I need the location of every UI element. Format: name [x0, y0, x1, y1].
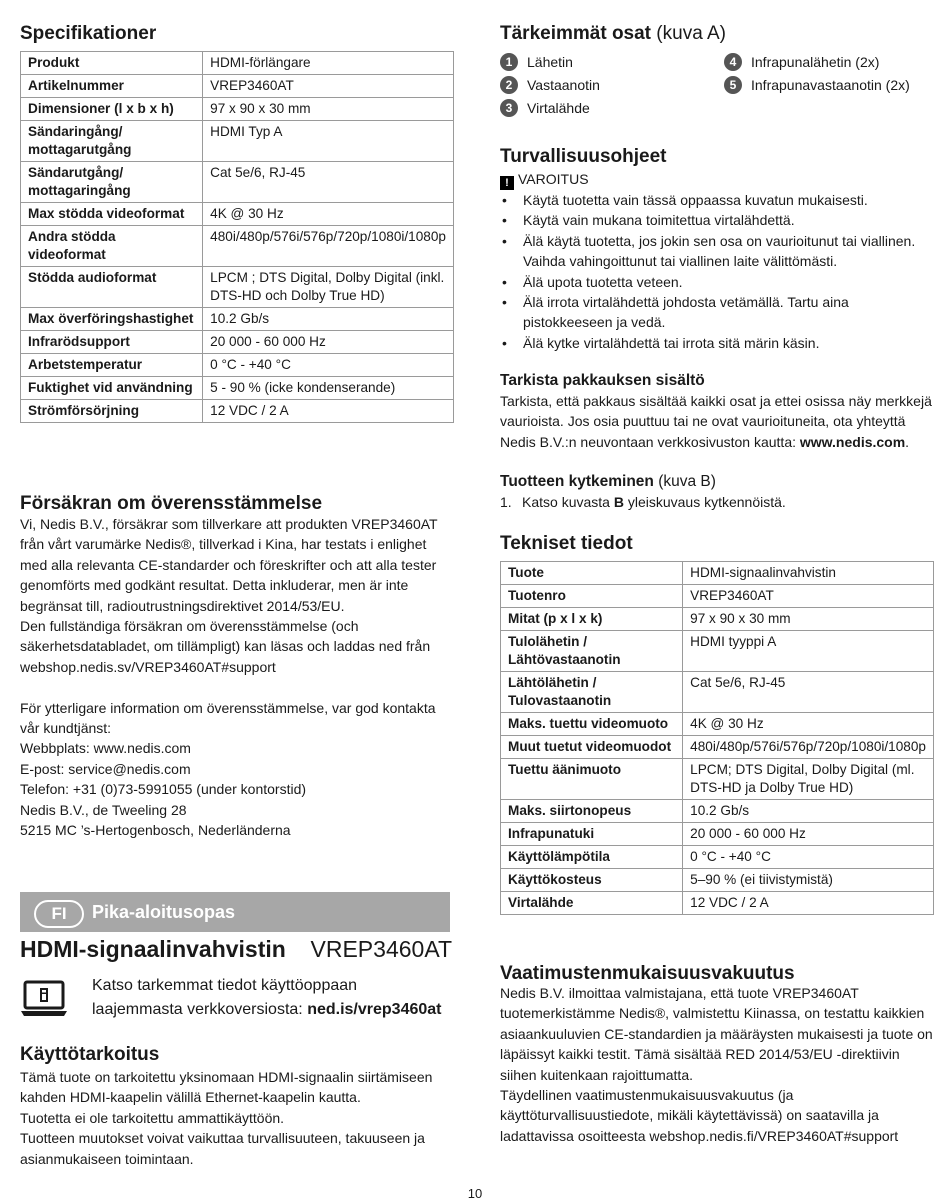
tech-table-key: Tuettu äänimuoto	[501, 759, 683, 800]
usage-line: Tuotetta ei ole tarkoitettu ammattikäyttöön.	[20, 1109, 285, 1126]
spec-table-key: Max överföringshastighet	[21, 308, 203, 331]
tech-table-row	[501, 672, 934, 713]
tech-table-row	[501, 713, 934, 736]
declaration-fi-p2: Täydellinen vaatimustenmukaisuusvakuutus (ja käyttöturvallisuustiedote, mikäli käytettävissä) on saatavilla ja ladattavissa osoitteesta webshop.nedis.fi/VREP3460AT#support	[500, 1087, 899, 1144]
parts-list	[500, 52, 934, 120]
tech-table-key: Mitat (p x l x k)	[501, 608, 683, 631]
spec-table-key: Arbetstemperatur	[21, 354, 203, 377]
usage-heading: Käyttötarkoitus	[20, 1044, 160, 1065]
product-title	[20, 934, 452, 964]
safety-item: • Älä kytke virtalähdettä tai irrota sitä märin käsin.	[500, 333, 934, 353]
manual-reference	[20, 974, 452, 1024]
part-item	[500, 75, 600, 95]
declaration-fi-heading: Vaatimustenmukaisuusvakuutus	[500, 963, 795, 984]
usage-text	[20, 1067, 454, 1169]
spec-table-row	[21, 203, 454, 226]
tech-table-value: 97 x 90 x 30 mm	[683, 608, 934, 631]
spec-table-row	[21, 121, 454, 162]
connect-section	[500, 472, 934, 512]
contact-line: Webbplats: www.nedis.com	[20, 740, 191, 757]
tech-table-key: Tuotenro	[501, 585, 683, 608]
parts-heading: Tärkeimmät osat (kuva A)	[500, 23, 726, 44]
spec-table-key: Produkt	[21, 52, 203, 75]
tech-table-key: Lähtölähetin / Tulovastaanotin	[501, 672, 683, 713]
tech-table-value: 12 VDC / 2 A	[683, 892, 934, 915]
spec-table-value: 0 °C - +40 °C	[203, 354, 454, 377]
spec-table-value: 10.2 Gb/s	[203, 308, 454, 331]
product-name: HDMI-signaalinvahvistin	[20, 936, 286, 962]
spec-table-row	[21, 52, 454, 75]
tech-table-value: Cat 5e/6, RJ-45	[683, 672, 934, 713]
tech-table-key: Virtalähde	[501, 892, 683, 915]
part-label: Infrapunavastaanotin (2x)	[751, 77, 910, 93]
package-section	[500, 371, 934, 452]
tech-table-row	[501, 846, 934, 869]
tech-table-row	[501, 800, 934, 823]
spec-table-row	[21, 75, 454, 98]
tech-table-row	[501, 608, 934, 631]
spec-table-row	[21, 354, 454, 377]
spec-table-value: 20 000 - 60 000 Hz	[203, 331, 454, 354]
safety-item: • Älä upota tuotetta veteen.	[500, 272, 934, 292]
tech-table-value: 4K @ 30 Hz	[683, 713, 934, 736]
declaration-fi-p1: Nedis B.V. ilmoittaa valmistajana, että tuote VREP3460AT tuotemerkistämme Nedis®, valmistettu Kiinassa, on testattu kaikkien asiaankuuluvien CE-standardien ja määräysten mukaisesti ja tuote on läpäissyt kaikki testit. Tämä sisältää RED 2014/53/EU -direktiivin siihen kuitenkaan rajoittumatta.	[500, 985, 933, 1083]
tech-table-value: 20 000 - 60 000 Hz	[683, 823, 934, 846]
part-label: Lähetin	[527, 54, 573, 70]
spec-table-value: 480i/480p/576i/576p/720p/1080i/1080p	[203, 226, 454, 267]
spec-table-row	[21, 226, 454, 267]
contact-line: E-post: service@nedis.com	[20, 760, 191, 777]
tech-table-value: 480i/480p/576i/576p/720p/1080i/1080p	[683, 736, 934, 759]
safety-item: • Älä käytä tuotetta, jos jokin sen osa on vaurioitunut tai viallinen. Vaihda vahingoittunut tai viallinen laite välittömästi.	[500, 231, 934, 272]
tech-table-row	[501, 759, 934, 800]
banner-title: Pika-aloitusopas	[92, 902, 236, 922]
safety-item: • Älä irrota virtalähdettä johdosta vetämällä. Tartu aina pistokkeeseen ja vedä.	[500, 292, 934, 333]
spec-table-key: Dimensioner (l x b x h)	[21, 98, 203, 121]
tech-table-key: Infrapunatuki	[501, 823, 683, 846]
spec-table-value: HDMI Typ A	[203, 121, 454, 162]
tech-table-row	[501, 736, 934, 759]
spec-table-key: Andra stödda videoformat	[21, 226, 203, 267]
tech-table-value: HDMI-signaalinvahvistin	[683, 562, 934, 585]
spec-table-key: Infrarödsupport	[21, 331, 203, 354]
tech-table-row	[501, 823, 934, 846]
manual-link[interactable]: ned.is/vrep3460at	[307, 1001, 442, 1018]
safety-section	[500, 145, 934, 353]
tech-table	[500, 561, 934, 915]
tech-table-key: Käyttökosteus	[501, 869, 683, 892]
spec-table	[20, 51, 454, 423]
tech-table-value: LPCM; DTS Digital, Dolby Digital (ml. DTS-HD ja Dolby True HD)	[683, 759, 934, 800]
tech-table-key: Käyttölämpötila	[501, 846, 683, 869]
spec-table-row	[21, 331, 454, 354]
tech-table-value: HDMI tyyppi A	[683, 631, 934, 672]
safety-heading: Turvallisuusohjeet	[500, 146, 667, 167]
part-label: Vastaanotin	[527, 77, 600, 93]
spec-table-row	[21, 308, 454, 331]
spec-table-value: VREP3460AT	[203, 75, 454, 98]
laptop-manual-icon	[20, 980, 68, 1018]
warning-line	[500, 169, 934, 190]
usage-section	[20, 1043, 454, 1169]
part-number-badge: 1	[500, 53, 518, 71]
warning-icon: !	[500, 176, 514, 190]
spec-table-key: Sändarutgång/ mottagaringång	[21, 162, 203, 203]
contact-line: Telefon: +31 (0)73-5991055 (under kontorstid)	[20, 781, 307, 798]
spec-table-row	[21, 400, 454, 423]
tech-heading: Tekniset tiedot	[500, 533, 633, 554]
connect-step: 1. Katso kuvasta B yleiskuvaus kytkennöistä.	[500, 494, 786, 510]
tech-table-key: Maks. siirtonopeus	[501, 800, 683, 823]
package-heading: Tarkista pakkauksen sisältö	[500, 372, 705, 389]
usage-line: Tuotteen muutokset voivat vaikuttaa turvallisuuteen, takuuseen ja asianmukaiseen toimintaan.	[20, 1130, 425, 1167]
spec-table-key: Max stödda videoformat	[21, 203, 203, 226]
tech-table-key: Muut tuetut videomuodot	[501, 736, 683, 759]
manual-line2: laajemmasta verkkoversiosta:	[92, 1001, 308, 1018]
spec-table-row	[21, 377, 454, 400]
spec-table-row	[21, 267, 454, 308]
declaration-sv-p3: För ytterligare information om överensstämmelse, var god kontakta vår kundtjänst:	[20, 699, 436, 737]
manual-line1: Katso tarkemmat tiedot käyttöoppaan	[92, 977, 358, 994]
declaration-sv-p2: Den fullständiga försäkran om överensstämmelse (och säkerhetsdatabladet, om tillämpligt) kan läsas och laddas ned från webshop.nedis.sv/VREP3460AT#support	[20, 618, 431, 675]
warning-label: VAROITUS	[518, 171, 589, 187]
spec-table-row	[21, 98, 454, 121]
contact-line: 5215 MC ’s-Hertogenbosch, Nederländerna	[20, 822, 291, 839]
tech-table-key: Maks. tuettu videomuoto	[501, 713, 683, 736]
part-item	[500, 52, 573, 72]
language-badge: FI	[34, 900, 84, 928]
spec-table-key: Stödda audioformat	[21, 267, 203, 308]
spec-table-key: Sändaringång/ mottagarutgång	[21, 121, 203, 162]
spec-table-value: LPCM ; DTS Digital, Dolby Digital (inkl. DTS-HD och Dolby True HD)	[203, 267, 454, 308]
tech-table-row	[501, 892, 934, 915]
fi-banner	[20, 892, 450, 932]
tech-table-value: 10.2 Gb/s	[683, 800, 934, 823]
part-item	[724, 52, 879, 72]
spec-table-key: Strömförsörjning	[21, 400, 203, 423]
tech-table-key: Tuote	[501, 562, 683, 585]
part-number-badge: 5	[724, 76, 742, 94]
part-number-badge: 3	[500, 99, 518, 117]
spec-table-row	[21, 162, 454, 203]
spec-table-key: Artikelnummer	[21, 75, 203, 98]
contact-list	[20, 738, 454, 840]
spec-table-key: Fuktighet vid användning	[21, 377, 203, 400]
tech-table-key: Tulolähetin / Lähtövastaanotin	[501, 631, 683, 672]
tech-table-value: VREP3460AT	[683, 585, 934, 608]
tech-table-value: 5–90 % (ei tiivistymistä)	[683, 869, 934, 892]
declaration-sv-body	[20, 514, 454, 840]
part-item	[724, 75, 910, 95]
safety-item: • Käytä tuotetta vain tässä oppaassa kuvatun mukaisesti.	[500, 190, 934, 210]
spec-table-value: 4K @ 30 Hz	[203, 203, 454, 226]
manual-text	[92, 974, 441, 1022]
spec-table-value: HDMI-förlängare	[203, 52, 454, 75]
usage-line: Tämä tuote on tarkoitettu yksinomaan HDMI-signaalin siirtämiseen kahden HDMI-kaapelin välillä Ethernet-kaapelin kautta.	[20, 1069, 433, 1106]
tech-table-row	[501, 631, 934, 672]
tech-table-value: 0 °C - +40 °C	[683, 846, 934, 869]
tech-table-row	[501, 869, 934, 892]
spec-table-value: Cat 5e/6, RJ-45	[203, 162, 454, 203]
tech-table-row	[501, 562, 934, 585]
spec-table-value: 12 VDC / 2 A	[203, 400, 454, 423]
part-number-badge: 2	[500, 76, 518, 94]
part-number-badge: 4	[724, 53, 742, 71]
declaration-sv-p1: Vi, Nedis B.V., försäkrar som tillverkare att produkten VREP3460AT från vårt varumärke Nedis®, tillverkad i Kina, har testats i enlighet med alla relevanta CE-standarder och föreskrifter och att alla tester genomförts med godkänt resultat. Detta inkluderar, men är inte begränsat till, radioutrustningsdirektivet 2014/53/EU.	[20, 516, 438, 614]
spec-heading: Specifikationer	[20, 23, 157, 44]
declaration-sv-heading: Försäkran om överensstämmelse	[20, 493, 323, 514]
spec-table-value: 5 - 90 % (icke kondenserande)	[203, 377, 454, 400]
page-number: 10	[467, 1186, 483, 1201]
part-item	[500, 98, 590, 118]
part-label: Infrapunalähetin (2x)	[751, 54, 880, 70]
declaration-fi-section	[500, 962, 934, 1146]
spec-table-value: 97 x 90 x 30 mm	[203, 98, 454, 121]
safety-list	[500, 190, 934, 353]
connect-heading: Tuotteen kytkeminen (kuva B)	[500, 473, 716, 490]
nedis-link[interactable]: www.nedis.com	[799, 433, 906, 450]
tech-table-row	[501, 585, 934, 608]
package-text: Tarkista, että pakkaus sisältää kaikki osat ja ettei osissa näy merkkejä vaurioista. Jos osia puuttuu tai ne ovat vaurioituneita, ota yhteyttä Nedis B.V.:n neuvontaan verkkosivuston kautta: www.nedis.com.	[500, 393, 932, 450]
part-label: Virtalähde	[527, 100, 590, 116]
safety-item: • Käytä vain mukana toimitettua virtalähdettä.	[500, 210, 934, 230]
product-code: VREP3460AT	[310, 936, 452, 962]
contact-line: Nedis B.V., de Tweeling 28	[20, 801, 187, 818]
